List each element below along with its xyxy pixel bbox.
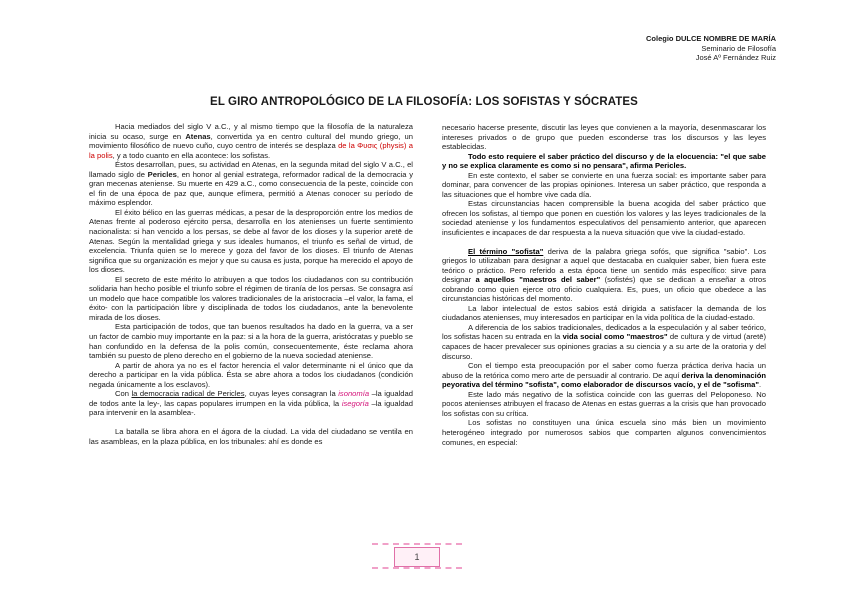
paragraph: El término "sofista" deriva de la palabra griega sofós, que significa "sabio". Los griegos lo utilizaban para designar a aquel que destacaba en cualquier saber, bien fuera este teórico o práctico. Pero referido a esta época tiene un sentido más específico: sirve para designar a aquellos "maestros del saber" (sofistés) que se dedican a enseñar a otros cobrando como quien ejerce otro oficio cualquiera. Es, pues, un oficio que obedece a las circunstancias históricas del momento. xyxy=(442,246,767,304)
department-name: Seminario de Filosofía xyxy=(701,43,776,53)
paragraph: En este contexto, el saber se convierte en una fuerza social: es importante saber para dominar, para convencer de las propias opiniones. Interesa un saber práctico, que responda a las situaciones que el hombre vive cada día. xyxy=(442,170,766,199)
paragraph: Con el tiempo esta preocupación por el saber como fuerza práctica deriva hacia un abuso de la retórica como mero arte de persuadir al contrario. De aquí deriva la denominación peyorativa del término "sofista", como elaborador de discursos vacío, y el de "sofisma". xyxy=(442,361,766,390)
paragraph: Éstos desarrollan, pues, su actividad en Atenas, en la segunda mitad del siglo V a.C., el llamado siglo de Pericles, en honor al genial estratega, reformador radical de la democracia y gran mecenas ateniense. Su muerte en 429 a.C., como consecuencia de la peste, coincide con el fin de una época de paz que, aunque efímera, permitió a Atenas conocer su período de máximo esplendor. xyxy=(89,160,413,208)
paragraph: Con la democracia radical de Pericles, cuyas leyes consagran la isonomía –la igualdad de todos ante la ley-, las capas populares irrumpen en la vida pública, la isegoría –la igualdad para intervenir en la asamblea-. xyxy=(89,389,413,418)
paragraph: Estas circunstancias hacen comprensible la buena acogida del saber práctico que ofrecen los sofistas, al tiempo que ponen en cuestión los valores y las leyes tradicionales de la sociedad ateniense y los fundamentos especulativos del pensamiento anterior, que aparecen insuficientes e incapaces de dar respuesta a la nueva situación que vive la ciudad-estado. xyxy=(442,199,766,238)
paragraph: Todo esto requiere el saber práctico del discurso y de la elocuencia: "el que sabe y no se explica claramente es como si no pensara", afirma Pericles. xyxy=(442,151,766,171)
right-column xyxy=(442,123,766,447)
author-name: José Aº Fernández Ruiz xyxy=(695,53,776,62)
paragraph: La labor intelectual de estos sabios está dirigida a satisfacer la demanda de los ciudadanos atenienses, muy interesados en participar en la vida política de la ciudad-estado. xyxy=(442,303,766,323)
paragraph: Los sofistas no constituyen una única escuela sino más bien un movimiento heterogéneo integrado por numerosos sabios que comparten algunos convencimientos comunes, en especial: xyxy=(442,418,766,447)
paragraph: Este lado más negativo de la sofística coincide con las guerras del Peloponeso. No pocos atenienses atribuyen el fracaso de Atenas en estas guerras a la crisis que han provocado los sofistas con su crítica. xyxy=(442,389,766,418)
page-number-box xyxy=(372,543,462,569)
school-name: Colegio DULCE NOMBRE DE MARÍA xyxy=(646,34,776,43)
paragraph: A diferencia de los sabios tradicionales, dedicados a la especulación y al saber teórico, los sofistas hacen su entrada en la vida social como "maestros" de cultura y de virtud (aretē) capaces de hacer prevalecer sus opiniones gracias a su ciencia y a su arte de la oratoria y del discurso. xyxy=(442,322,767,361)
paragraph: La batalla se libra ahora en el ágora de la ciudad. La vida del ciudadano se ventila en las asambleas, en la plaza pública, en los tribunales: ahí es donde es xyxy=(89,426,413,446)
paragraph: Hacia mediados del siglo V a.C., y al mismo tiempo que la filosofía de la naturaleza inicia su ocaso, surge en Atenas, convertida ya en centro cultural del mundo griego, un movimiento filosófico de nuevo cuño, cuyo centro de interés se desplaza de la Φυσις (physis) a la polis, y a todo cuanto en ella acontece: los sofistas. xyxy=(89,122,413,160)
paragraph: A partir de ahora ya no es el factor herencia el valor determinante ni el único que da derecho a participar en la vida pública. Ésta se abre ahora a todos los ciudadanos (condición negada únicamente a los esclavos). xyxy=(89,360,413,389)
paragraph: El secreto de este mérito lo atribuyen a que todos los ciudadanos con su contribución solidaria han hecho posible el triunfo sobre el régimen de tiranía de los persas. Se consagra así un modelo que hace compatible los valores tradicionales de la aristocracia –el valor, la fama, el éxito- con la participación libre y disciplinada de todos los ciudadanos, ante la benevolente mirada de los dioses. xyxy=(89,274,413,322)
paragraph: Esta participación de todos, que tan buenos resultados ha dado en la guerra, va a ser un factor de cambio muy importante en la paz: si a la hora de la guerra, aristócratas y pueblo se han confundido en la defensa de la polis común, consecuentemente, éste reclama ahora también su puesto de pleno derecho en el gobierno de la nueva sociedad ateniense. xyxy=(89,322,413,361)
left-column xyxy=(89,122,413,446)
page-number: 1 xyxy=(394,547,440,567)
page-header xyxy=(646,34,776,63)
document-title: EL GIRO ANTROPOLÓGICO DE LA FILOSOFÍA: LOS SOFISTAS Y SÓCRATES xyxy=(210,96,638,108)
paragraph: necesario hacerse presente, discutir las leyes que convienen a la mayoría, desenmascarar los intereses privados o de grupo que pueden esconderse tras los discursos y las leyes establecidas. xyxy=(442,123,766,152)
paragraph: El éxito bélico en las guerras médicas, a pesar de la desproporción entre los medios de Atenas frente al poderoso ejército persa, desarrolla en los atenienses un fuerte sentimiento nacionalista: si han vencido a los persas, se debe al favor de los dioses y la superior aretē de Atenas. Según la mentalidad griega y sus ideales humanos, el triunfo es señal de virtud, de excelencia. Triunfa quien se lo merece y goza del favor de los dioses. El triunfo de Atenas significa que su organización es mejor y que su causa es justa, porque ha merecido el apoyo de los dioses. xyxy=(89,207,413,275)
